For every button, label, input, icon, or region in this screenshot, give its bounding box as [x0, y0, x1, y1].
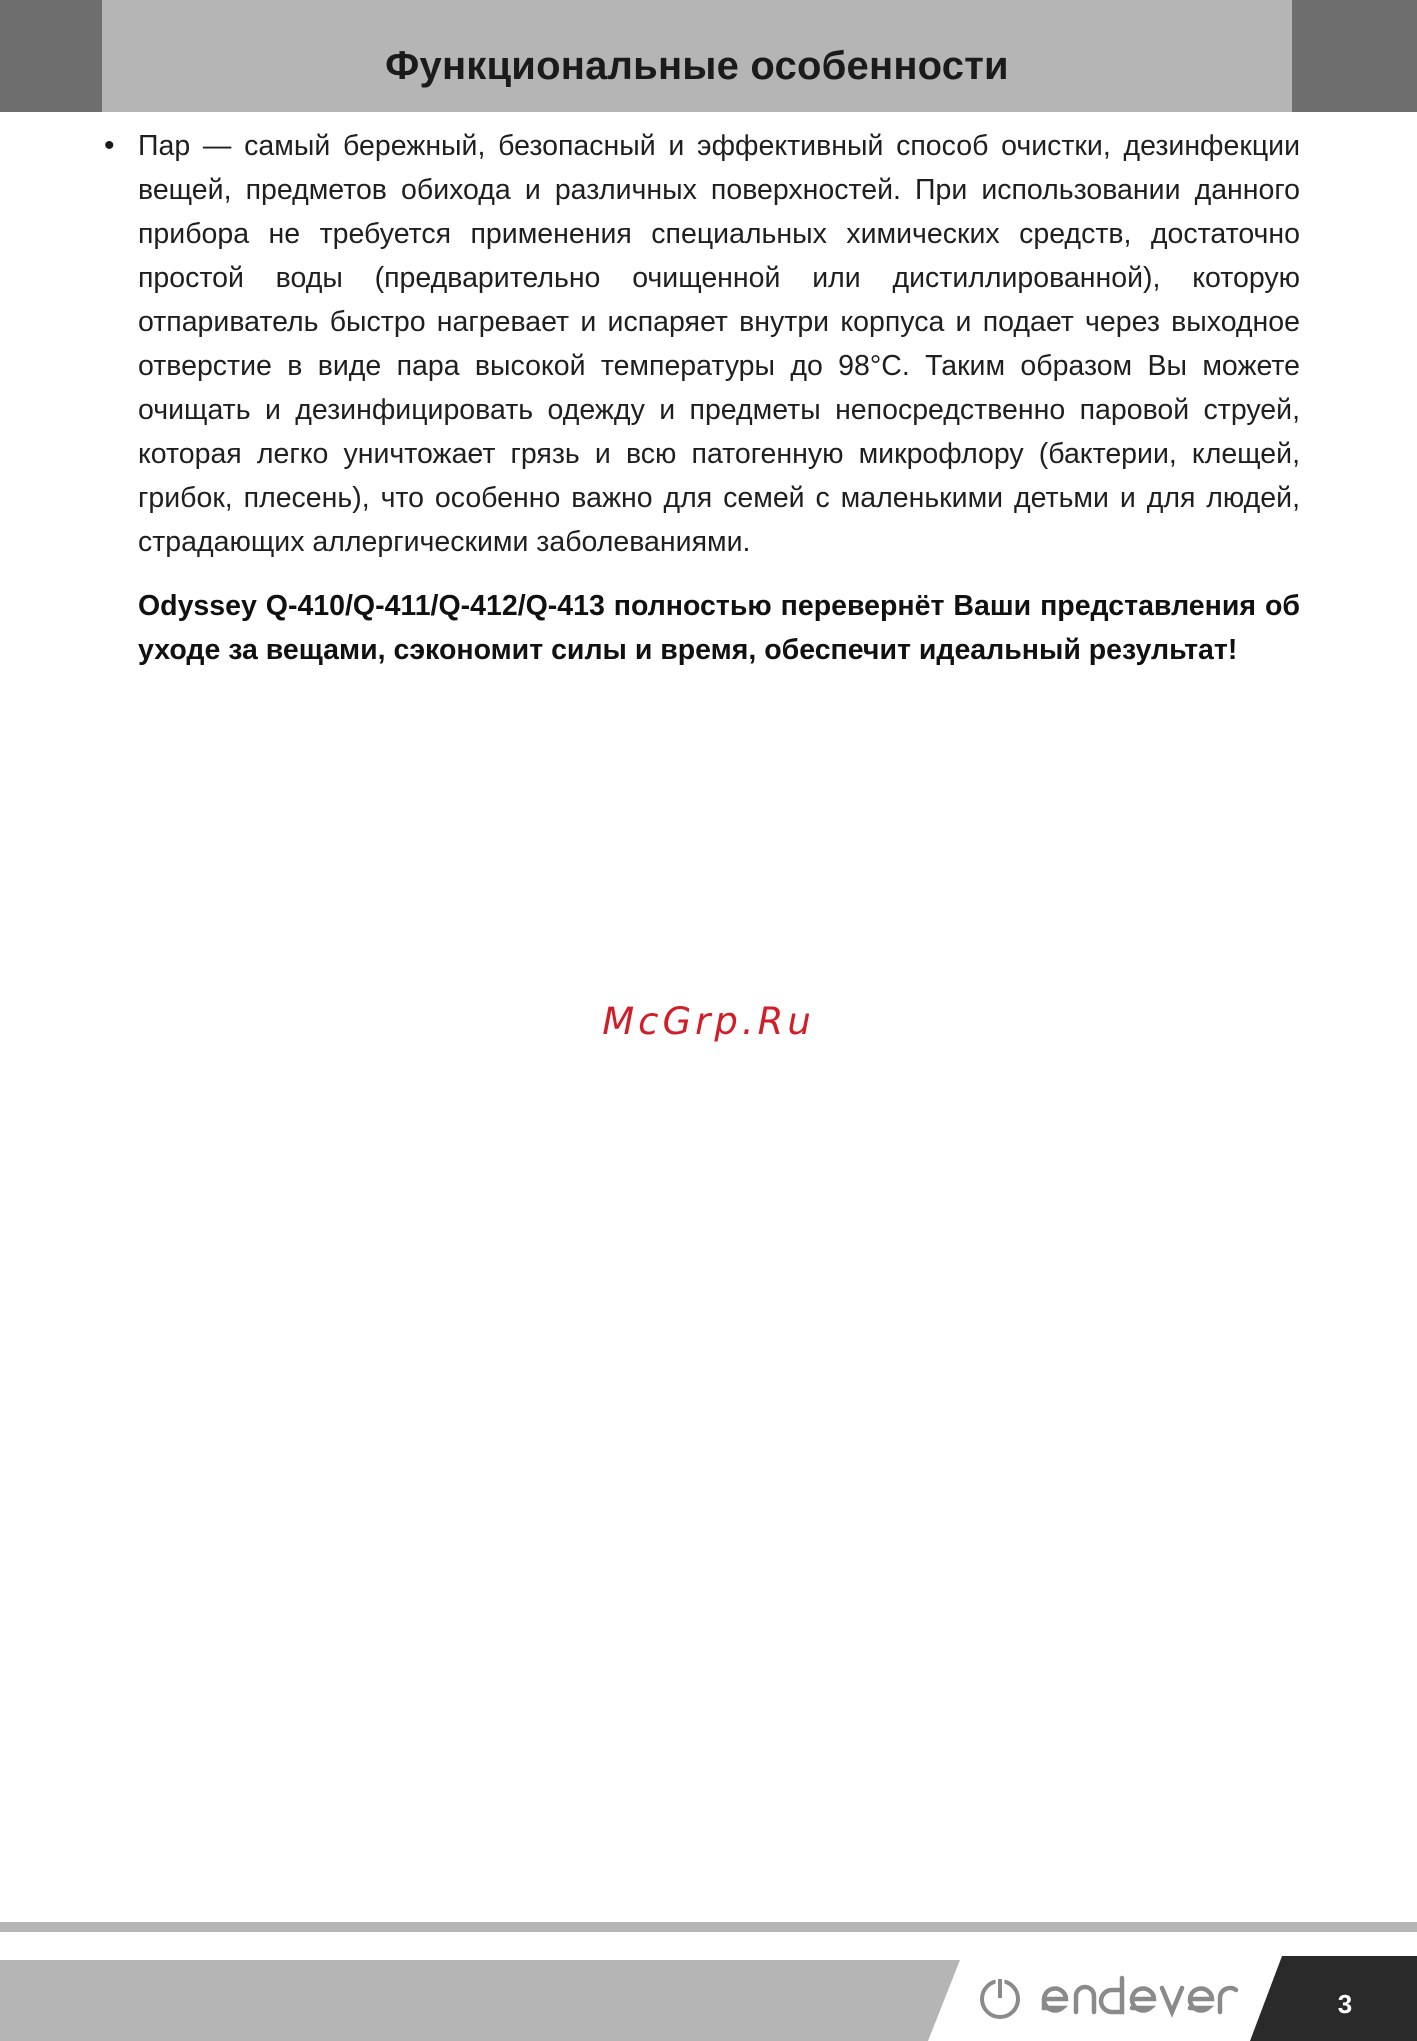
page-header — [0, 0, 1417, 112]
page-number: 3 — [1337, 1989, 1353, 2019]
header-right-block — [1292, 0, 1417, 112]
endever-logo — [1044, 1978, 1236, 2012]
bullet-icon: • — [104, 129, 115, 162]
header-left-block — [0, 0, 102, 112]
power-icon — [982, 1978, 1018, 2017]
main-content — [98, 124, 1300, 672]
page-title: Функциональные особенности — [385, 44, 1009, 88]
watermark: McGrp.Ru — [602, 1000, 815, 1043]
product-claim-paragraph: Odyssey Q-410/Q-411/Q-412/Q-413 полностью перевернёт Ваши представления об уходе за вещами, сэкономит силы и время, обеспечит идеальный результат! — [138, 590, 1300, 666]
footer-divider — [0, 1922, 1417, 1932]
steam-description-paragraph: Пар — самый бережный, безопасный и эффективный способ очистки, дезинфекции вещей, предметов обихода и различных поверхностей. При использовании данного прибора не требуется применения специальных химических средств, достаточно простой воды (предварительно очищенной или дистиллированной), которую отпариватель быстро нагревает и испаряет внутри корпуса и подает через выходное отверстие в виде пара высокой температуры до 98°С. Таким образом Вы можете очищать и дезинфицировать одежду и предметы непосредственно паровой струей, которая легко уничтожает грязь и всю патогенную микрофлору (бактерии, клещей, грибок, плесень), что особенно важно для семей с маленькими детьми и для людей, страдающих аллергическими заболеваниями. — [138, 130, 1300, 558]
list-item — [98, 124, 1300, 564]
footer-bar — [0, 1956, 1417, 2041]
